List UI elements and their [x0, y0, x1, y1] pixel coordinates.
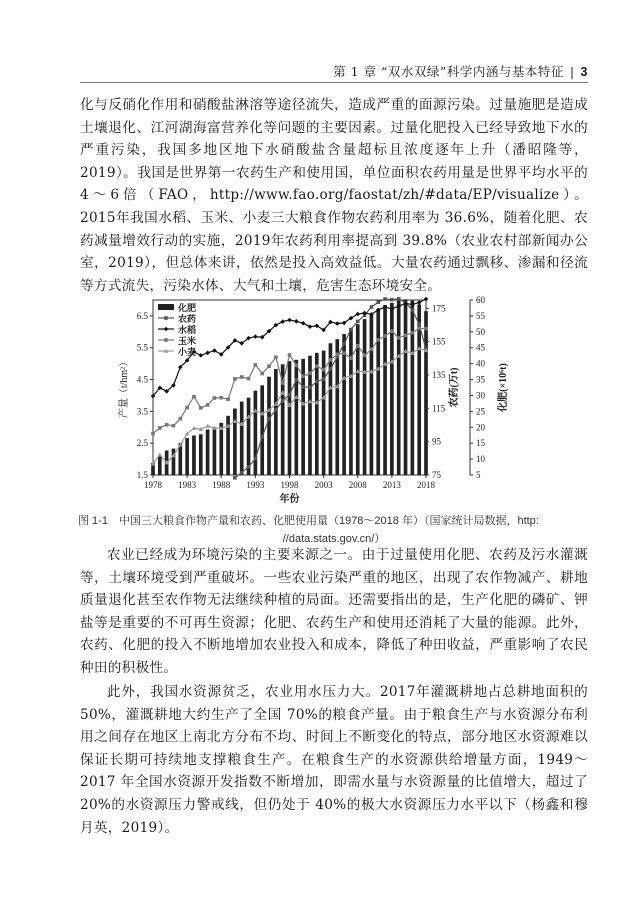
series-point	[308, 324, 313, 329]
bar-fertilizer	[424, 311, 428, 475]
x-tick-label: 1998	[280, 480, 299, 490]
series-point	[342, 351, 346, 355]
series-point	[301, 375, 305, 379]
bar-fertilizer	[240, 402, 244, 476]
legend-label: 玉米	[178, 336, 197, 346]
bar-fertilizer	[397, 300, 401, 475]
bar-fertilizer	[329, 343, 333, 475]
y-right2-tick-label: 5	[476, 470, 481, 480]
series-point	[151, 432, 155, 436]
series-point	[205, 424, 209, 428]
y-right2-tick-label: 15	[476, 438, 485, 449]
chapter-title: 第 1 章 “双水双绿”科学内涵与基本特征	[333, 64, 564, 79]
series-point	[213, 396, 217, 400]
series-point	[356, 320, 360, 324]
legend-label: 水稻	[178, 325, 197, 335]
series-point	[308, 386, 312, 390]
bar-fertilizer	[158, 456, 162, 475]
series-point	[295, 378, 299, 382]
bar-fertilizer	[404, 299, 408, 475]
series-point	[219, 396, 223, 400]
series-point	[274, 355, 278, 359]
y-right2-tick-label: 55	[476, 310, 485, 321]
series-point	[199, 406, 203, 410]
series-point	[294, 319, 299, 324]
series-point	[192, 395, 196, 399]
legend-label: 小麦	[178, 347, 197, 357]
y-right2-tick-label: 30	[476, 390, 485, 401]
y-left-tick-label: 6.5	[136, 310, 148, 321]
series-point	[254, 457, 258, 461]
bar-fertilizer	[383, 305, 387, 475]
series-point	[172, 424, 176, 428]
series-point	[281, 381, 285, 385]
y-right1-tick-label: 135	[432, 370, 446, 380]
series-point	[260, 435, 264, 439]
bar-fertilizer	[315, 353, 319, 475]
bar-fertilizer	[274, 369, 278, 475]
bar-fertilizer	[370, 314, 374, 475]
series-point	[417, 327, 421, 331]
legend-marker	[164, 338, 168, 342]
series-point	[233, 377, 237, 381]
series-point	[247, 377, 251, 381]
y-right2-tick-label: 40	[476, 358, 485, 369]
bar-fertilizer	[411, 301, 415, 475]
series-point	[370, 305, 374, 309]
series-point	[383, 334, 387, 338]
series-point	[158, 426, 162, 430]
series-point	[308, 371, 312, 375]
y-left-axis-label: 产量（t/hm²）	[119, 356, 130, 419]
x-tick-label: 2018	[417, 480, 435, 490]
series-point	[280, 319, 285, 324]
x-tick-label: 1988	[212, 480, 231, 490]
y-left-tick-label: 5.5	[136, 342, 148, 353]
series-point	[404, 334, 408, 338]
legend-marker	[164, 327, 169, 332]
series-point	[267, 364, 271, 368]
series-point	[301, 321, 306, 326]
bar-fertilizer	[267, 377, 271, 475]
series-point	[349, 328, 353, 332]
series-point	[287, 318, 292, 323]
legend-label: 化肥	[178, 303, 197, 313]
series-point	[424, 297, 429, 302]
bar-fertilizer	[342, 334, 346, 475]
y-right1-tick-label: 95	[432, 436, 441, 447]
paragraph-1: 化与反硝化作用和硝酸盐淋溶等途径流失，造成严重的面源污染。过量施肥是造成土壤退化、江河湖海富营养化等问题的主要因素。过量化肥投入已经导致地下水的严重污染，我国多地区地下水硝酸盐含量超标且浓度逐年上升（潘昭隆等，2019）。我国是世界第一农药生产和使用国，单位面积农药用量是世界平均水平的4～6倍（FAO，http://www.fao.org/faostat/zh/#data/EP/visualize）。2015年我国水稻、玉米、小麦三大粮食作物农药利用率为 36.6%，随着化肥、农药减量增效行动的实施，2019年农药利用率提高到 39.8%（农业农村部新闻办公室，2019），但总体来讲，依然是投入高效益低。大量农药通过飘移、渗漏和径流等方式流失，污染水体、大气和土壤，危害生态环境安全。	[80, 97, 588, 294]
legend-swatch-bar	[158, 304, 174, 310]
series-point	[335, 353, 339, 357]
series-point	[397, 336, 401, 340]
bar-fertilizer	[376, 310, 380, 475]
series-point	[390, 329, 394, 333]
series-point	[335, 321, 340, 326]
series-point	[267, 417, 271, 421]
series-point	[198, 353, 203, 358]
bar-fertilizer	[185, 438, 189, 475]
series-point	[417, 300, 422, 305]
y-right1-tick-label: 115	[432, 403, 446, 414]
series-point	[424, 327, 428, 331]
y-left-tick-label: 4.5	[136, 374, 148, 385]
x-tick-label: 2003	[314, 480, 333, 490]
figure-caption	[78, 512, 590, 548]
series-point	[212, 348, 217, 353]
series-point	[322, 368, 326, 372]
x-tick-label: 1993	[246, 480, 265, 490]
series-point	[240, 375, 244, 379]
series-point	[383, 297, 387, 301]
series-point	[363, 354, 367, 358]
x-tick-label: 1978	[144, 480, 162, 490]
y-right2-tick-label: 60	[476, 295, 485, 305]
series-point	[185, 406, 189, 410]
x-tick-label: 2008	[348, 480, 367, 490]
series-point	[165, 423, 169, 427]
series-point	[397, 297, 401, 301]
y-right1-tick-label: 75	[432, 470, 441, 480]
bar-fertilizer	[192, 436, 196, 475]
y-right2-tick-label: 20	[476, 422, 485, 433]
paragraph-3: 此外，我国水资源贫乏，农业用水压力大。2017年灌溉耕地占总耕地面积的50%，灌溉耕地大约生产了全国 70%的粮食产量。由于粮食生产与水资源分布利用之间存在地区上南北方分布不均、时间上不断变化的特点，部分地区水资源难以保证长期可持续地支撑粮食生产。在粮食生产的水资源供给增量方面，1949～2017 年全国水资源开发指数不断增加，即需水量与水资源量的比值增大，超过了 20%的水资源压力警戒线，但仍处于 40%的极大水资源压力水平以下（杨鑫和穆月英，2019）。	[80, 684, 588, 836]
y-left-tick-label: 2.5	[136, 438, 148, 449]
bar-fertilizer	[288, 361, 292, 475]
bar-fertilizer	[294, 360, 298, 475]
series-point	[206, 403, 210, 407]
x-axis-label: 年份	[279, 494, 300, 505]
series-point	[376, 338, 380, 342]
series-point	[226, 397, 230, 401]
bar-fertilizer	[233, 409, 237, 476]
series-point	[288, 353, 292, 357]
series-point	[240, 471, 244, 475]
series-point	[233, 476, 237, 480]
series-point	[295, 363, 299, 367]
series-point	[179, 417, 183, 421]
series-point	[253, 334, 258, 339]
y-right1-tick-label: 175	[432, 303, 446, 314]
y-right2-tick-label: 25	[476, 406, 485, 417]
bar-fertilizer	[349, 328, 353, 475]
series-point	[349, 356, 353, 360]
bar-fertilizer	[363, 319, 367, 475]
page-number: 3	[580, 65, 588, 79]
series-point	[376, 300, 380, 304]
bar-fertilizer	[213, 427, 217, 475]
series-point	[411, 308, 415, 312]
caption-line-1: 图 1-1 中国三大粮食作物产量和农药、化肥使用量（1978～2018 年）（国家统计局数据，http:	[78, 515, 539, 527]
series-point	[281, 399, 285, 403]
y-right2-axis-label: 化肥(×10⁶t)	[498, 363, 509, 412]
series-point	[158, 452, 162, 456]
series-point	[322, 377, 326, 381]
paragraph-2: 农业已经成为环境污染的主要来源之一。由于过量使用化肥、农药及污水灌溉等，土壤环境受到严重破坏。一些农业污染严重的地区，出现了农作物减产、耕地质量退化甚至农作物无法继续种植的局面。还需要指出的是，生产化肥的磷矿、钾盐等是重要的不可再生资源；化肥、农药生产和使用还消耗了大量的能源。此外，农药、化肥的投入不断地增加农业投入和成本，降低了种田收益，严重影响了农民种田的积极性。	[80, 547, 588, 676]
series-point	[342, 342, 346, 346]
bar-fertilizer	[206, 430, 210, 476]
bar-fertilizer	[199, 434, 203, 475]
series-point	[315, 380, 319, 384]
series-point	[315, 364, 319, 368]
series-point	[329, 367, 333, 371]
y-right2-tick-label: 10	[476, 454, 485, 465]
series-point	[417, 322, 421, 326]
y-right1-tick-label: 155	[432, 336, 446, 347]
y-right1-axis-label: 农药(万t)	[449, 367, 460, 408]
x-tick-label: 1983	[178, 480, 197, 490]
bar-fertilizer	[260, 385, 264, 475]
legend-label: 农药	[178, 314, 197, 324]
series-point	[288, 393, 292, 397]
bar-fertilizer	[254, 391, 258, 475]
series-point	[329, 358, 333, 362]
series-point	[356, 344, 360, 348]
bar-fertilizer	[219, 423, 223, 475]
series-point	[205, 351, 210, 356]
x-tick-label: 2013	[382, 480, 401, 490]
bar-fertilizer	[390, 303, 394, 475]
series-point	[411, 331, 415, 335]
series-point	[370, 348, 374, 352]
series-point	[390, 298, 394, 302]
series-point	[254, 363, 258, 367]
y-right2-tick-label: 35	[476, 374, 485, 385]
y-right2-tick-label: 45	[476, 342, 485, 353]
caption-line-2: //data.stats.gov.cn/）	[282, 533, 386, 545]
series-point	[274, 408, 278, 412]
header-separator: |	[569, 64, 575, 79]
y-left-tick-label: 3.5	[136, 406, 148, 417]
series-point	[301, 385, 305, 389]
series-point	[260, 372, 264, 376]
series-point	[247, 465, 251, 469]
y-right2-tick-label: 50	[476, 326, 485, 337]
y-left-tick-label: 1.5	[136, 470, 148, 480]
bar-fertilizer	[247, 398, 251, 475]
legend-marker	[164, 316, 168, 320]
